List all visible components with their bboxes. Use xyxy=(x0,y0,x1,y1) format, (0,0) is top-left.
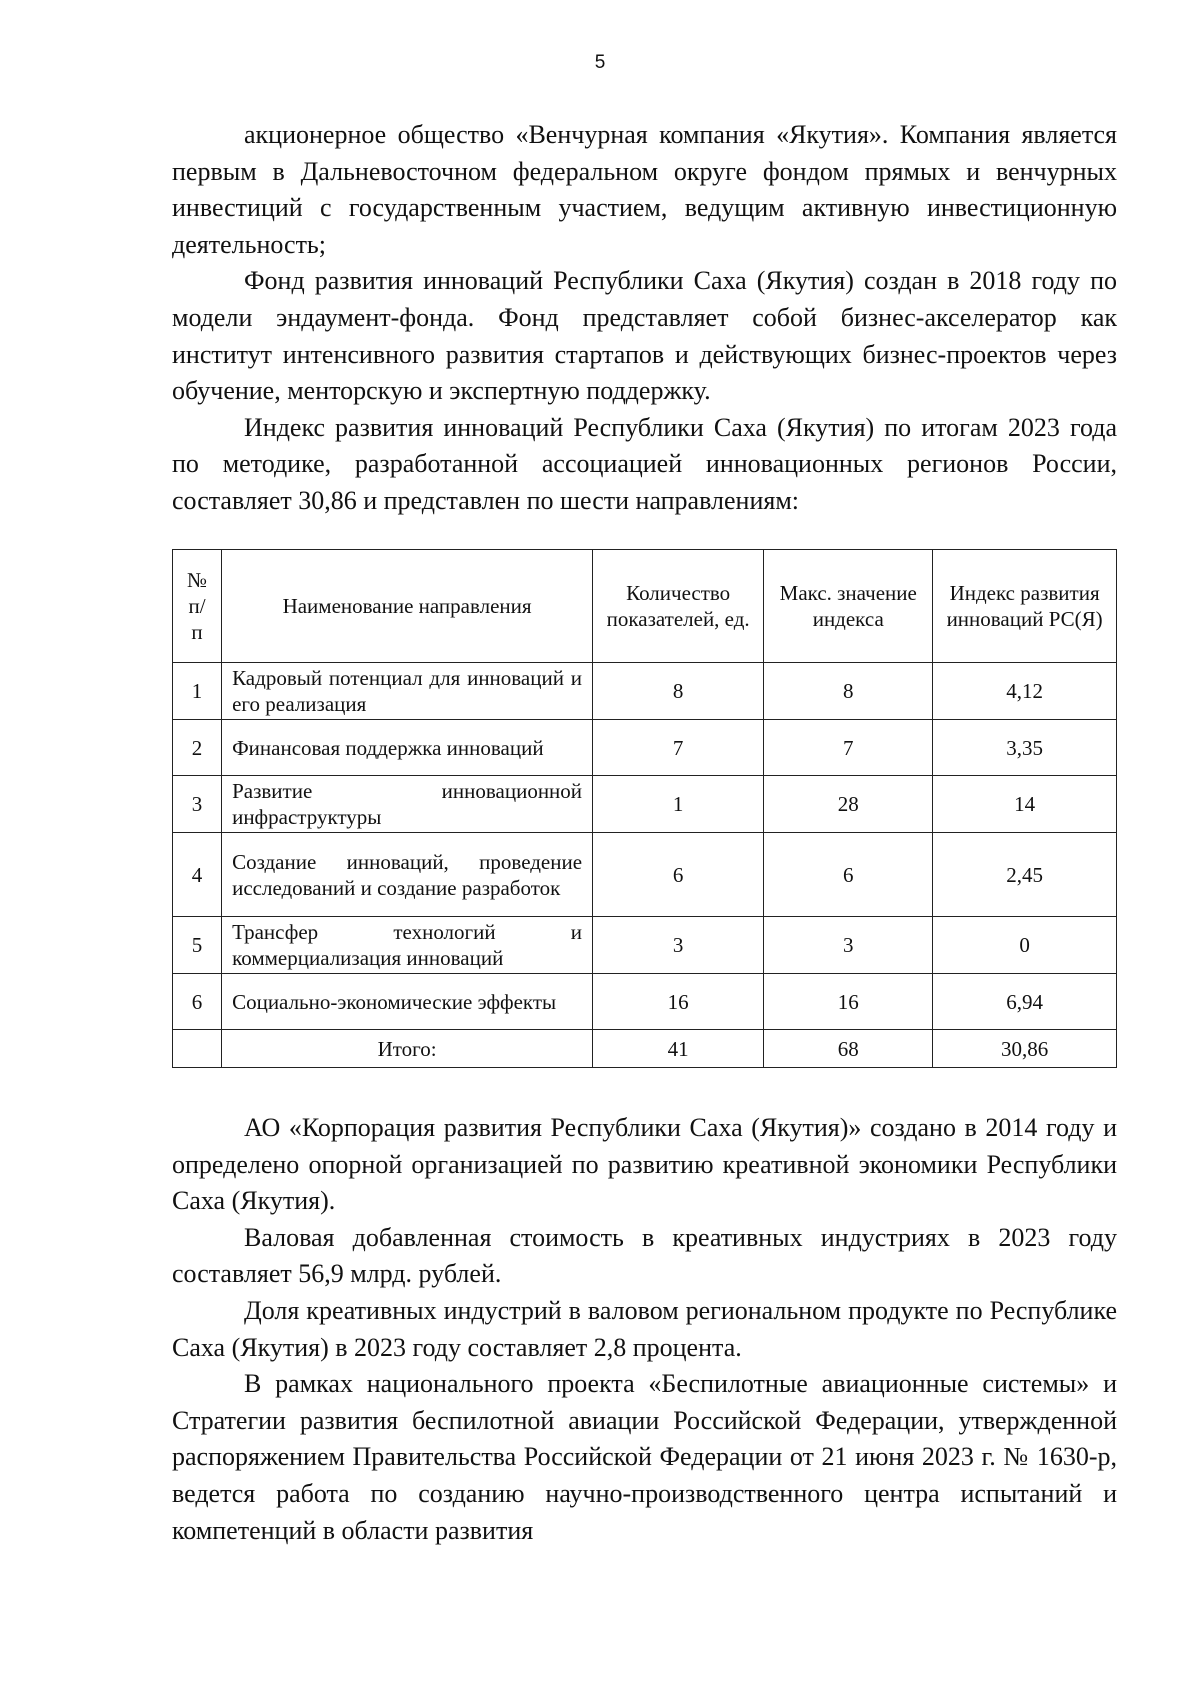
cell-index: 2,45 xyxy=(933,833,1117,917)
cell-count: 8 xyxy=(593,663,764,720)
page-number: 5 xyxy=(594,52,606,73)
table-row xyxy=(173,917,1117,974)
cell-index: 4,12 xyxy=(933,663,1117,720)
total-max: 68 xyxy=(764,1030,933,1068)
total-index: 30,86 xyxy=(933,1030,1117,1068)
header-max: Макс. значение индекса xyxy=(764,550,933,663)
cell-name: Трансфер технологий и коммерциализация инноваций xyxy=(222,917,593,974)
cell-num: 2 xyxy=(173,720,222,776)
cell-count: 16 xyxy=(593,974,764,1030)
cell-max: 8 xyxy=(764,663,933,720)
table-row xyxy=(173,776,1117,833)
paragraph-development-corporation: АО «Корпорация развития Республики Саха (Якутия)» создано в 2014 году и определено опорной организацией по развитию креативной экономики Республики Саха (Якутия). xyxy=(172,1113,1117,1216)
cell-name: Развитие инновационной инфраструктуры xyxy=(222,776,593,833)
cell-num: 1 xyxy=(173,663,222,720)
table-total-row xyxy=(173,1030,1117,1068)
table-header-row xyxy=(173,550,1117,663)
header-num: № п/п xyxy=(173,550,222,663)
paragraph-innovation-fund: Фонд развития инноваций Республики Саха (Якутия) создан в 2018 году по модели эндаумент-фонда. Фонд представляет собой бизнес-акселератор как институт интенсивного развития стартапов и действующих бизнес-проектов через обучение, менторскую и экспертную поддержку. xyxy=(172,266,1117,406)
paragraph-venture-company: акционерное общество «Венчурная компания «Якутия». Компания является первым в Дальневосточном федеральном округе фондом прямых и венчурных инвестиций с государственным участием, ведущим активную инвестиционную деятельность; xyxy=(172,120,1117,259)
cell-max: 7 xyxy=(764,720,933,776)
cell-index: 3,35 xyxy=(933,720,1117,776)
header-count: Количество показателей, ед. xyxy=(593,550,764,663)
table-row xyxy=(173,974,1117,1030)
cell-name: Социально-экономические эффекты xyxy=(222,974,593,1030)
innovation-index-table xyxy=(172,549,1117,1068)
cell-name: Создание инноваций, проведение исследований и создание разработок xyxy=(222,833,593,917)
cell-num-empty xyxy=(173,1030,222,1068)
header-index: Индекс развития инноваций РС(Я) xyxy=(933,550,1117,663)
cell-index: 0 xyxy=(933,917,1117,974)
cell-count: 1 xyxy=(593,776,764,833)
cell-index: 14 xyxy=(933,776,1117,833)
cell-num: 3 xyxy=(173,776,222,833)
table-row xyxy=(173,720,1117,776)
cell-max: 6 xyxy=(764,833,933,917)
cell-max: 28 xyxy=(764,776,933,833)
upper-text-block xyxy=(172,117,1117,520)
cell-name: Кадровый потенциал для инноваций и его реализация xyxy=(222,663,593,720)
table-row xyxy=(173,663,1117,720)
cell-num: 4 xyxy=(173,833,222,917)
cell-max: 3 xyxy=(764,917,933,974)
paragraph-innovation-index: Индекс развития инноваций Республики Саха (Якутия) по итогам 2023 года по методике, разработанной ассоциацией инновационных регионов России, составляет 30,86 и представлен по шести направлениям: xyxy=(172,412,1117,515)
cell-name: Финансовая поддержка инноваций xyxy=(222,720,593,776)
cell-num: 6 xyxy=(173,974,222,1030)
table-row xyxy=(173,833,1117,917)
paragraph-unmanned-aviation: В рамках национального проекта «Беспилотные авиационные системы» и Стратегии развития беспилотной авиации Российской Федерации, утвержденной распоряжением Правительства Российской Федерации от 21 июня 2023 г. № 1630-р, ведется работа по созданию научно-производственного центра испытаний и компетенций в области развития xyxy=(172,1369,1117,1545)
paragraph-creative-share: Доля креативных индустрий в валовом региональном продукте по Республике Саха (Якутия) в 2023 году составляет 2,8 процента. xyxy=(172,1295,1117,1362)
lower-text-block xyxy=(172,1110,1117,1549)
total-count: 41 xyxy=(593,1030,764,1068)
cell-index: 6,94 xyxy=(933,974,1117,1030)
cell-count: 6 xyxy=(593,833,764,917)
cell-max: 16 xyxy=(764,974,933,1030)
cell-num: 5 xyxy=(173,917,222,974)
header-name: Наименование направления xyxy=(222,550,593,663)
cell-count: 3 xyxy=(593,917,764,974)
total-label: Итого: xyxy=(222,1030,593,1068)
paragraph-gross-value-added: Валовая добавленная стоимость в креативных индустриях в 2023 году составляет 56,9 млрд. рублей. xyxy=(172,1222,1117,1289)
cell-count: 7 xyxy=(593,720,764,776)
